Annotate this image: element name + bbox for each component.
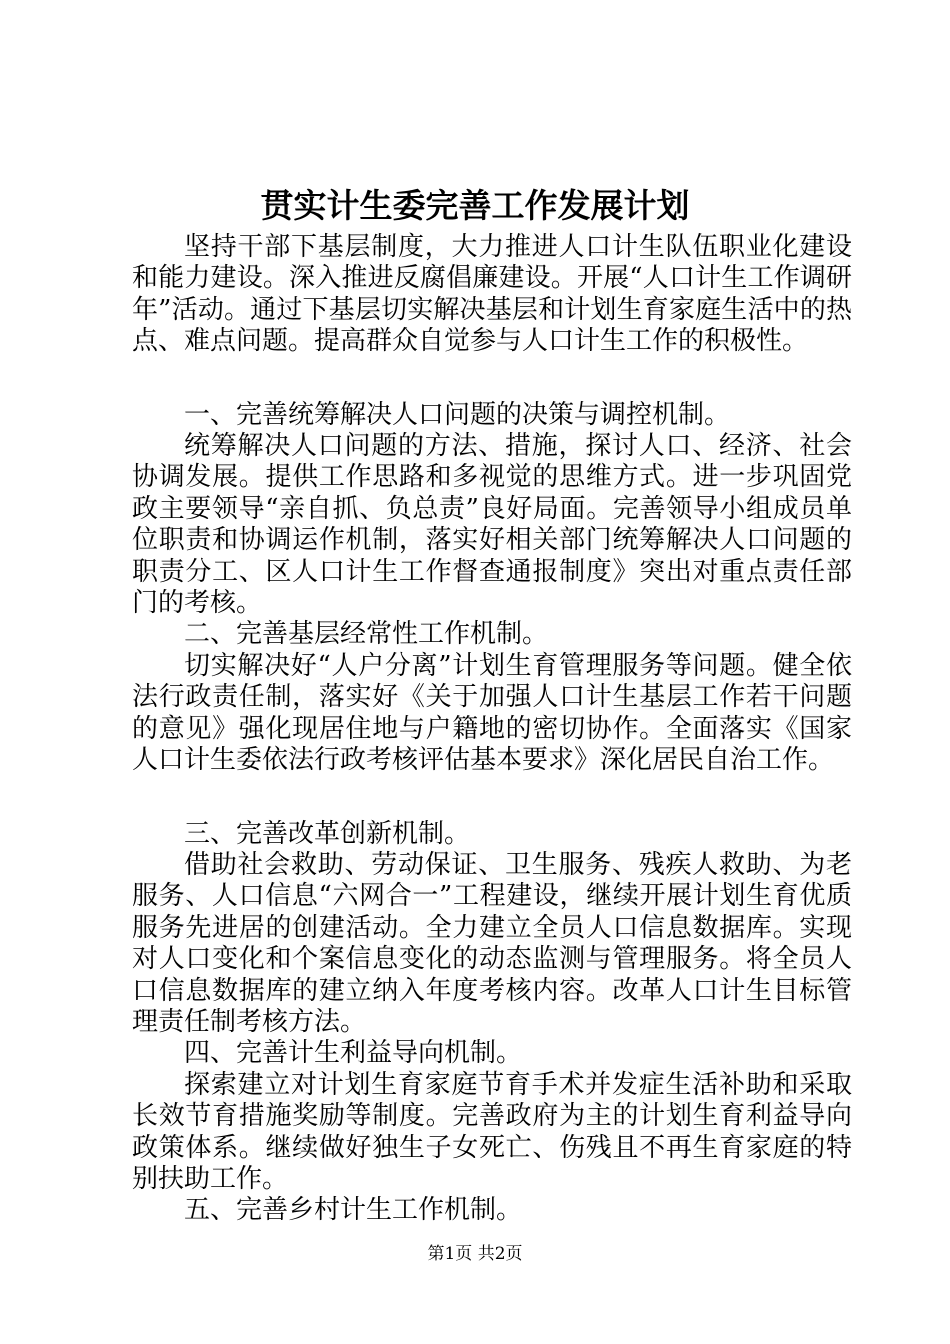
page-footer: 第1页 共2页 <box>427 1244 523 1264</box>
section-1-heading: 一、完善统筹解决人口问题的决策与调控机制。 <box>184 399 731 430</box>
section-5-heading: 五、完善乡村计生工作机制。 <box>184 1195 523 1226</box>
section-2-text: 切实解决好“人户分离”计划生育管理服务等问题。健全依法行政责任制，落实好《关于加强人口计生基层工作若干问题的意见》强化现居住地与户籍地的密切协作。全面落实《国家人口计生委依法行政考核评估基本要求》深化居民自治工作。 <box>132 650 852 776</box>
paragraph-gap <box>132 777 852 819</box>
section-4-text: 探索建立对计划生育家庭节育手术并发症生活补助和采取长效节育措施奖励等制度。完善政府为主的计划生育利益导向政策体系。继续做好独生子女死亡、伤残且不再生育家庭的特别扶助工作。 <box>132 1069 852 1194</box>
section-3-text: 借助社会救助、劳动保证、卫生服务、残疾人救助、为老服务、人口信息“六网合一”工程建设，继续开展计划生育优质服务先进居的创建活动。全力建立全员人口信息数据库。实现对人口变化和个案信息变化的动态监测与管理服务。将全员人口信息数据库的建立纳入年度考核内容。改革人口计生目标管理责任制考核方法。 <box>132 849 852 1037</box>
intro-paragraph: 坚持干部下基层制度，大力推进人口计生队伍职业化建设和能力建设。深入推进反腐倡廉建设。开展“人口计生工作调研年”活动。通过下基层切实解决基层和计划生育家庭生活中的热点、难点问题。提高群众自觉参与人口计生工作的积极性。 <box>132 232 852 357</box>
section-1-text: 统筹解决人口问题的方法、措施，探讨人口、经济、社会协调发展。提供工作思路和多视觉的思维方式。进一步巩固党政主要领导“亲自抓、负总责”良好局面。完善领导小组成员单位职责和协调运作机制，落实好相关部门统筹解决人口问题的职责分工、区人口计生工作督查通报制度》突出对重点责任部门的考核。 <box>132 431 852 619</box>
paragraph-gap <box>132 358 852 400</box>
section-4-heading: 四、完善计生利益导向机制。 <box>184 1038 523 1069</box>
section-2-heading: 二、完善基层经常性工作机制。 <box>184 619 549 650</box>
document-body <box>132 232 852 1227</box>
document-title: 贯实计生委完善工作发展计划 <box>260 186 690 225</box>
section-3-heading: 三、完善改革创新机制。 <box>184 818 471 849</box>
